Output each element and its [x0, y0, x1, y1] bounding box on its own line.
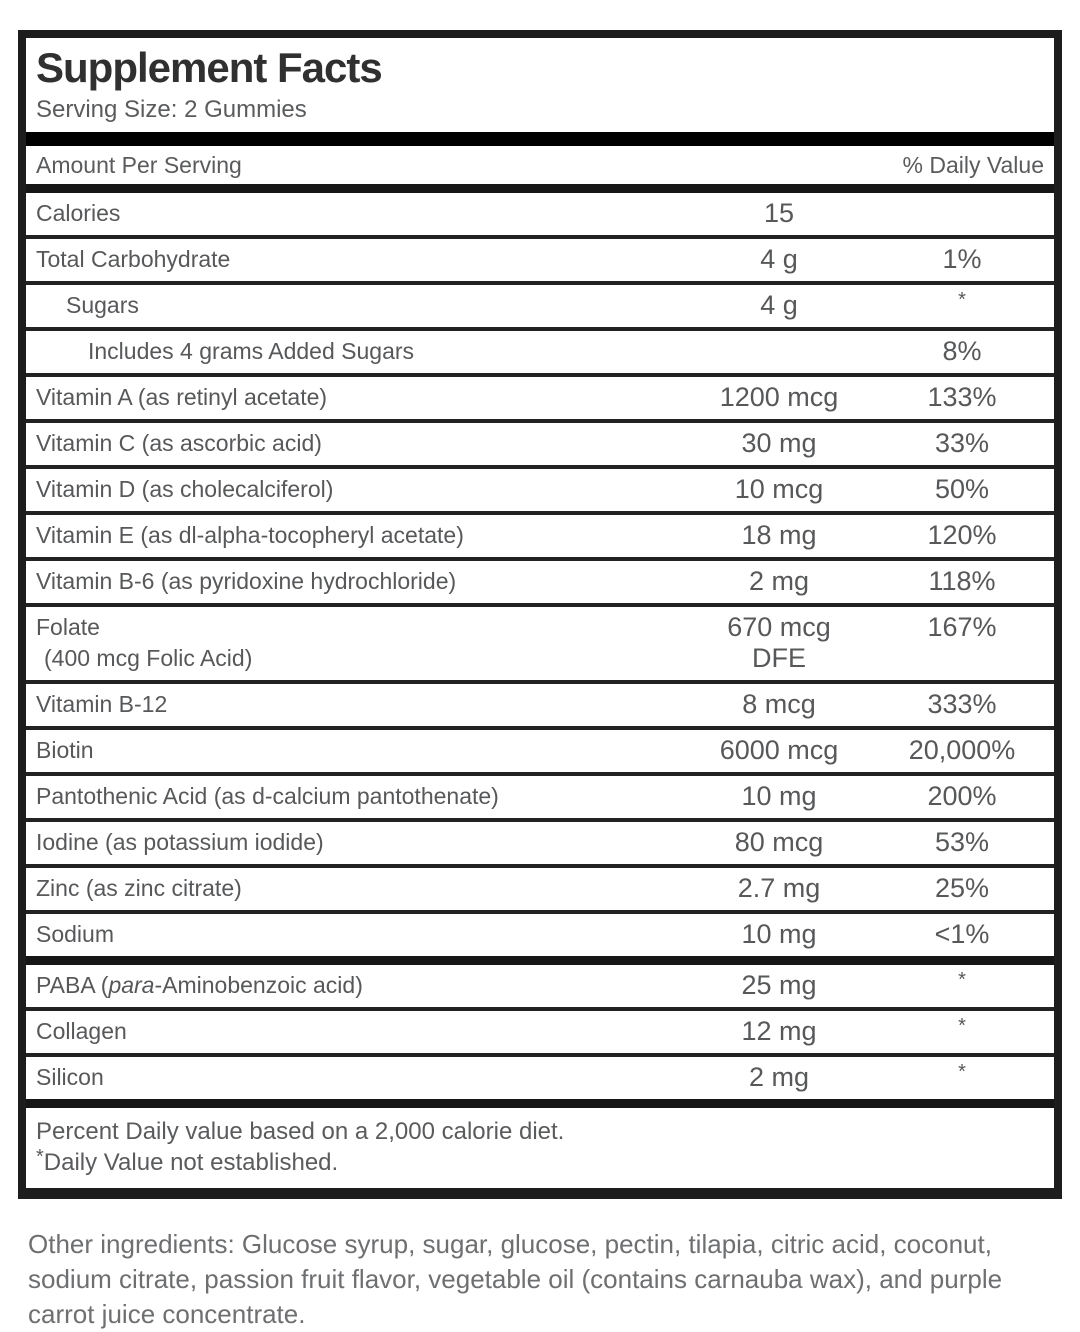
nutrient-row [26, 511, 1054, 557]
nutrient-name: Vitamin E (as dl-alpha-tocopheryl acetate) [36, 522, 464, 548]
nutrient-row [26, 1053, 1054, 1099]
nutrient-amount: 25 mg [741, 970, 817, 1000]
nutrient-row [26, 864, 1054, 910]
nutrient-amount: 80 mcg [734, 827, 824, 857]
other-ingredients: Other ingredients: Glucose syrup, sugar, glucose, pectin, tilapia, citric acid, coconut, sodium citrate, passion fruit flavor, vegetable oil (contains carnauba wax), and purple carrot juice concentrate. [28, 1229, 1003, 1329]
nutrient-name: Folate (400 mcg Folic Acid) [36, 614, 253, 671]
nutrient-amount: 4 g [760, 244, 798, 274]
nutrient-daily-value: <1% [934, 919, 990, 949]
nutrient-daily-value: * [958, 1061, 966, 1083]
nutrient-name: Total Carbohydrate [36, 246, 231, 272]
footnote-box [26, 1099, 1054, 1188]
nutrient-daily-value: * [958, 1015, 966, 1037]
page [0, 30, 1080, 1329]
nutrient-daily-value: 200% [927, 781, 997, 811]
nutrient-daily-value: 118% [928, 566, 996, 596]
nutrient-daily-value: 8% [942, 336, 982, 366]
nutrient-name: Vitamin D (as cholecalciferol) [36, 476, 334, 502]
nutrient-amount: 12 mg [741, 1016, 817, 1046]
nutrient-row [26, 235, 1054, 281]
nutrient-row [26, 327, 1054, 373]
serving-size: Serving Size: 2 Gummies [36, 96, 307, 123]
nutrient-daily-value: 333% [927, 689, 997, 719]
nutrient-name: PABA (para-Aminobenzoic acid) [36, 972, 363, 998]
nutrient-name: Vitamin C (as ascorbic acid) [36, 430, 322, 456]
footnote-asterisk: * [36, 1146, 44, 1168]
nutrient-row [26, 419, 1054, 465]
nutrient-amount: 10 mg [741, 919, 817, 949]
nutrient-daily-value: 53% [934, 827, 990, 857]
nutrient-daily-value: 33% [934, 428, 990, 458]
supplement-facts-label [18, 30, 1062, 1199]
nutrient-name: Vitamin B-6 (as pyridoxine hydrochloride) [36, 568, 457, 594]
nutrient-row [26, 910, 1054, 956]
nutrient-amount: 6000 mcg [719, 735, 839, 765]
nutrient-amount: 2.7 mg [737, 873, 821, 903]
nutrient-name: Includes 4 grams Added Sugars [88, 338, 415, 364]
nutrient-amount: 4 g [760, 290, 798, 320]
nutrient-name: Silicon [36, 1064, 104, 1090]
nutrient-amount: 15 [763, 198, 795, 228]
nutrient-amount: 2 mg [748, 566, 810, 596]
nutrient-daily-value: 167% [927, 612, 997, 642]
nutrient-daily-value: * [958, 969, 966, 991]
nutrient-row [26, 281, 1054, 327]
header-divider-bar [26, 132, 1054, 146]
nutrient-row [26, 1007, 1054, 1053]
column-header-row [26, 146, 1054, 193]
nutrient-row [26, 818, 1054, 864]
nutrient-daily-value: 20,000% [908, 735, 1016, 765]
footnote-line-1: Percent Daily value based on a 2,000 calorie diet. [36, 1118, 565, 1145]
nutrient-name: Collagen [36, 1018, 127, 1044]
nutrient-row [26, 680, 1054, 726]
nutrient-daily-value: 1% [942, 244, 982, 274]
nutrient-daily-value: 25% [934, 873, 990, 903]
nutrient-amount: 10 mg [741, 781, 817, 811]
nutrient-row [26, 772, 1054, 818]
nutrient-name: Biotin [36, 737, 94, 763]
daily-value-header: % Daily Value [902, 152, 1044, 178]
nutrient-name: Calories [36, 200, 121, 226]
nutrient-daily-value: * [958, 289, 966, 311]
nutrient-name: Sodium [36, 921, 114, 947]
nutrient-daily-value: 133% [927, 382, 997, 412]
nutrient-daily-value: 50% [934, 474, 990, 504]
nutrient-name: Zinc (as zinc citrate) [36, 875, 242, 901]
nutrient-row [26, 465, 1054, 511]
nutrient-name: Vitamin B-12 [36, 691, 168, 717]
nutrients-table [26, 193, 1054, 1099]
nutrient-name: Vitamin A (as retinyl acetate) [36, 384, 328, 410]
nutrient-name: Pantothenic Acid (as d-calcium pantothenate) [36, 783, 499, 809]
nutrient-amount: 1200 mcg [719, 382, 839, 412]
nutrient-row [26, 557, 1054, 603]
nutrient-row [26, 193, 1054, 235]
label-title: Supplement Facts [36, 44, 382, 91]
nutrient-row [26, 726, 1054, 772]
nutrient-amount: 2 mg [748, 1062, 810, 1092]
nutrient-amount: 10 mcg [734, 474, 824, 504]
nutrient-name: Iodine (as potassium iodide) [36, 829, 324, 855]
nutrient-daily-value: 120% [927, 520, 997, 550]
nutrient-amount: 8 mcg [742, 689, 816, 719]
nutrient-row [26, 956, 1054, 1007]
label-header [26, 38, 1054, 132]
nutrient-row [26, 373, 1054, 419]
nutrient-amount: 30 mg [741, 428, 817, 458]
nutrient-amount: 18 mg [741, 520, 817, 550]
footnote-line-2: *Daily Value not established. [36, 1146, 339, 1176]
nutrient-amount: 670 mcg DFE [727, 612, 831, 673]
nutrient-row [26, 603, 1054, 680]
amount-per-serving-header: Amount Per Serving [36, 152, 242, 178]
nutrient-name: Sugars [66, 292, 139, 318]
